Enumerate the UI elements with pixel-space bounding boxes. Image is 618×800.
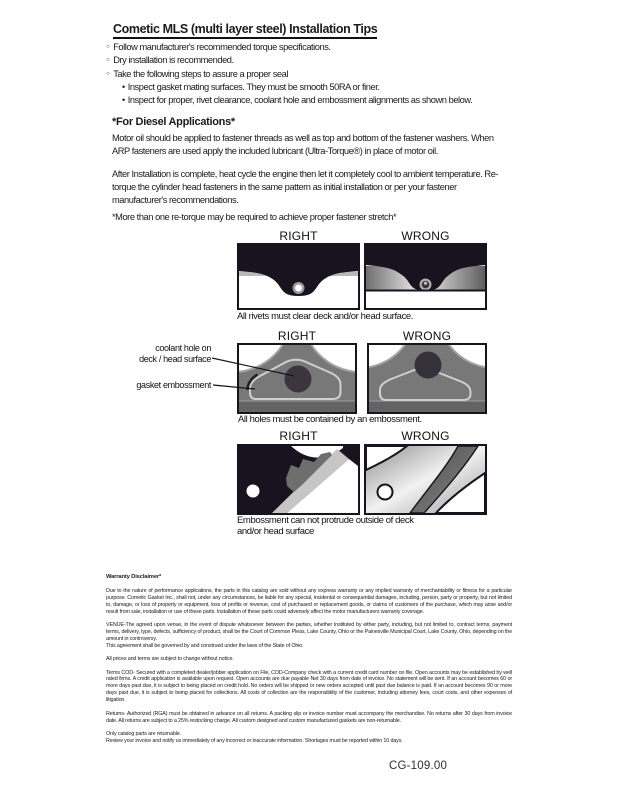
row3-caption [237, 516, 467, 538]
disclaimer-heading: Warranty Disclaimer* [106, 574, 162, 580]
rivet-wrong-diagram [364, 243, 487, 310]
sub-bullet-item: • Inspect gasket mating surfaces. They must be smooth 50RA or finer. [122, 81, 472, 94]
disclaimer-paragraph: Review your invoice and notify us immediately of any incorrect or inaccurate information. Shortages must be reported within 10 days. [106, 737, 403, 744]
tips-bullet-list [106, 41, 331, 81]
page-title: Cometic MLS (multi layer steel) Installation Tips [113, 22, 377, 39]
diesel-paragraph-1: Motor oil should be applied to fastener threads as well as top and bottom of the fastener washers. When ARP fasteners are used apply the included lubricant (Ultra-Torque®) in place of motor oil. [112, 133, 494, 157]
embossment-wrong-illustration [366, 446, 485, 513]
row3-right-label: RIGHT [279, 429, 318, 443]
row3-wrong-label: WRONG [401, 429, 450, 443]
disclaimer-paragraph: Terms COD- Secured with a completed dealer/jobber application on File, COD-Company check with a current credit card number on file. Open accounts may be established by well rated firms. A credit application is available upon request. Open accounts are due payable Net 30 days from date of invoice. No statement will be sent. If an account becomes 60 or more days past due, it is subject to being placed on credit hold. No orders will be shipped or new orders accepted until past due balance is paid. If an account becomes 90 or more days past due, it is subject to being placed for collections. All costs of collection are the responsibility of the customer, including attorney fees, court costs, and other expenses of litigation. [106, 669, 512, 704]
coolant-hole-label-line2: deck / head surface [139, 353, 211, 364]
row1-wrong-label: WRONG [401, 229, 450, 243]
coolant-right-diagram [237, 343, 357, 414]
page-code: CG-109.00 [389, 760, 448, 772]
embossment-wrong-diagram [364, 444, 487, 515]
row3-caption-line1: Embossment can not protrude outside of deck [237, 515, 414, 526]
row1-right-label: RIGHT [279, 229, 318, 243]
rivet-wrong-illustration [366, 245, 485, 308]
diesel-section-heading: *For Diesel Applications* [112, 116, 235, 128]
tips-sub-bullet-list [122, 81, 472, 108]
rivet-right-diagram [237, 243, 360, 310]
coolant-wrong-diagram [367, 343, 487, 414]
coolant-right-illustration [239, 345, 355, 412]
row1-caption: All rivets must clear deck and/or head surface. [237, 311, 414, 322]
rivet-right-illustration [239, 245, 358, 308]
disclaimer-paragraph: This agreement shall be governed by and construed under the laws of the State of Ohio. [106, 642, 304, 649]
embossment-right-illustration [239, 446, 358, 513]
row2-right-label: RIGHT [277, 329, 317, 343]
gasket-embossment-label: gasket embossment [136, 380, 211, 390]
disclaimer-paragraph: Only catalog parts are returnable. [106, 730, 181, 737]
warranty-disclaimer-section [106, 574, 512, 745]
bullet-item: ○ Take the following steps to assure a proper seal [106, 68, 331, 81]
disclaimer-paragraph: Returns- Authorized (RGA) must be obtained in advance on all returns. A packing slip or invoice number must accompany the merchandise. No returns after 30 days from invoice date. All returns are subject to a 25% restocking charge. All custom designed and custom manufactured gaskets are non-returnable. [106, 710, 512, 724]
row2-caption: All holes must be contained by an embossment. [238, 414, 422, 425]
coolant-wrong-illustration [369, 345, 485, 412]
sub-bullet-item: • Inspect for proper, rivet clearance, coolant hole and embossment alignments as shown below. [122, 94, 472, 107]
embossment-right-diagram [237, 444, 360, 515]
row3-caption-line2: and/or head surface [237, 525, 314, 537]
coolant-hole-label-line1: coolant hole on [155, 343, 211, 353]
disclaimer-paragraph: Due to the nature of performance applications, the parts in this catalog are sold without any express warranty or any implied warranty of merchantability or fitness for a particular purpose. Cometic Gasket Inc., shall not, under any circumstances, be liable for any special, incidental or consequential damages, including, person, party or property, but not limited to, damage, or loss of property or equipment, loss of profits or revenue, cost of purchased or replacement goods, or claims of customers of the purchase, which may arise and/or result from sale, installation or use of these parts. Installation of these parts could adversely affect the motor manufacturers warranty coverage. [106, 587, 512, 615]
disclaimer-paragraph: All prices and terms are subject to change without notice. [106, 656, 234, 663]
bullet-item: ○ Follow manufacturer's recommended torque specifications. [106, 41, 331, 54]
row2-wrong-label: WRONG [402, 329, 452, 343]
retorque-note: *More than one re-torque may be required to achieve proper fastener stretch* [112, 212, 397, 222]
diesel-paragraph-2: After Installation is complete, heat cycle the engine then let it completely cool to ambient temperature. Re-torque the cylinder head fasteners in the same pattern as initial installation or per your fastener manufacturer's recommendations. [112, 169, 499, 206]
coolant-hole-label [90, 343, 211, 364]
disclaimer-paragraph: VENUE-The agreed upon venue, in the event of dispute whatsoever between the parties, whether instituted by either party, including, but not limited to, contract terms, payment terms, delivery, type, defects, sufficiency of product, shall be the Court of Common Pleas, Lake County, Ohio or the Painesville Municipal Court, Lake County, Ohio, depending on the amount in controversy. [106, 622, 512, 642]
bullet-item: ○ Dry installation is recommended. [106, 54, 331, 67]
